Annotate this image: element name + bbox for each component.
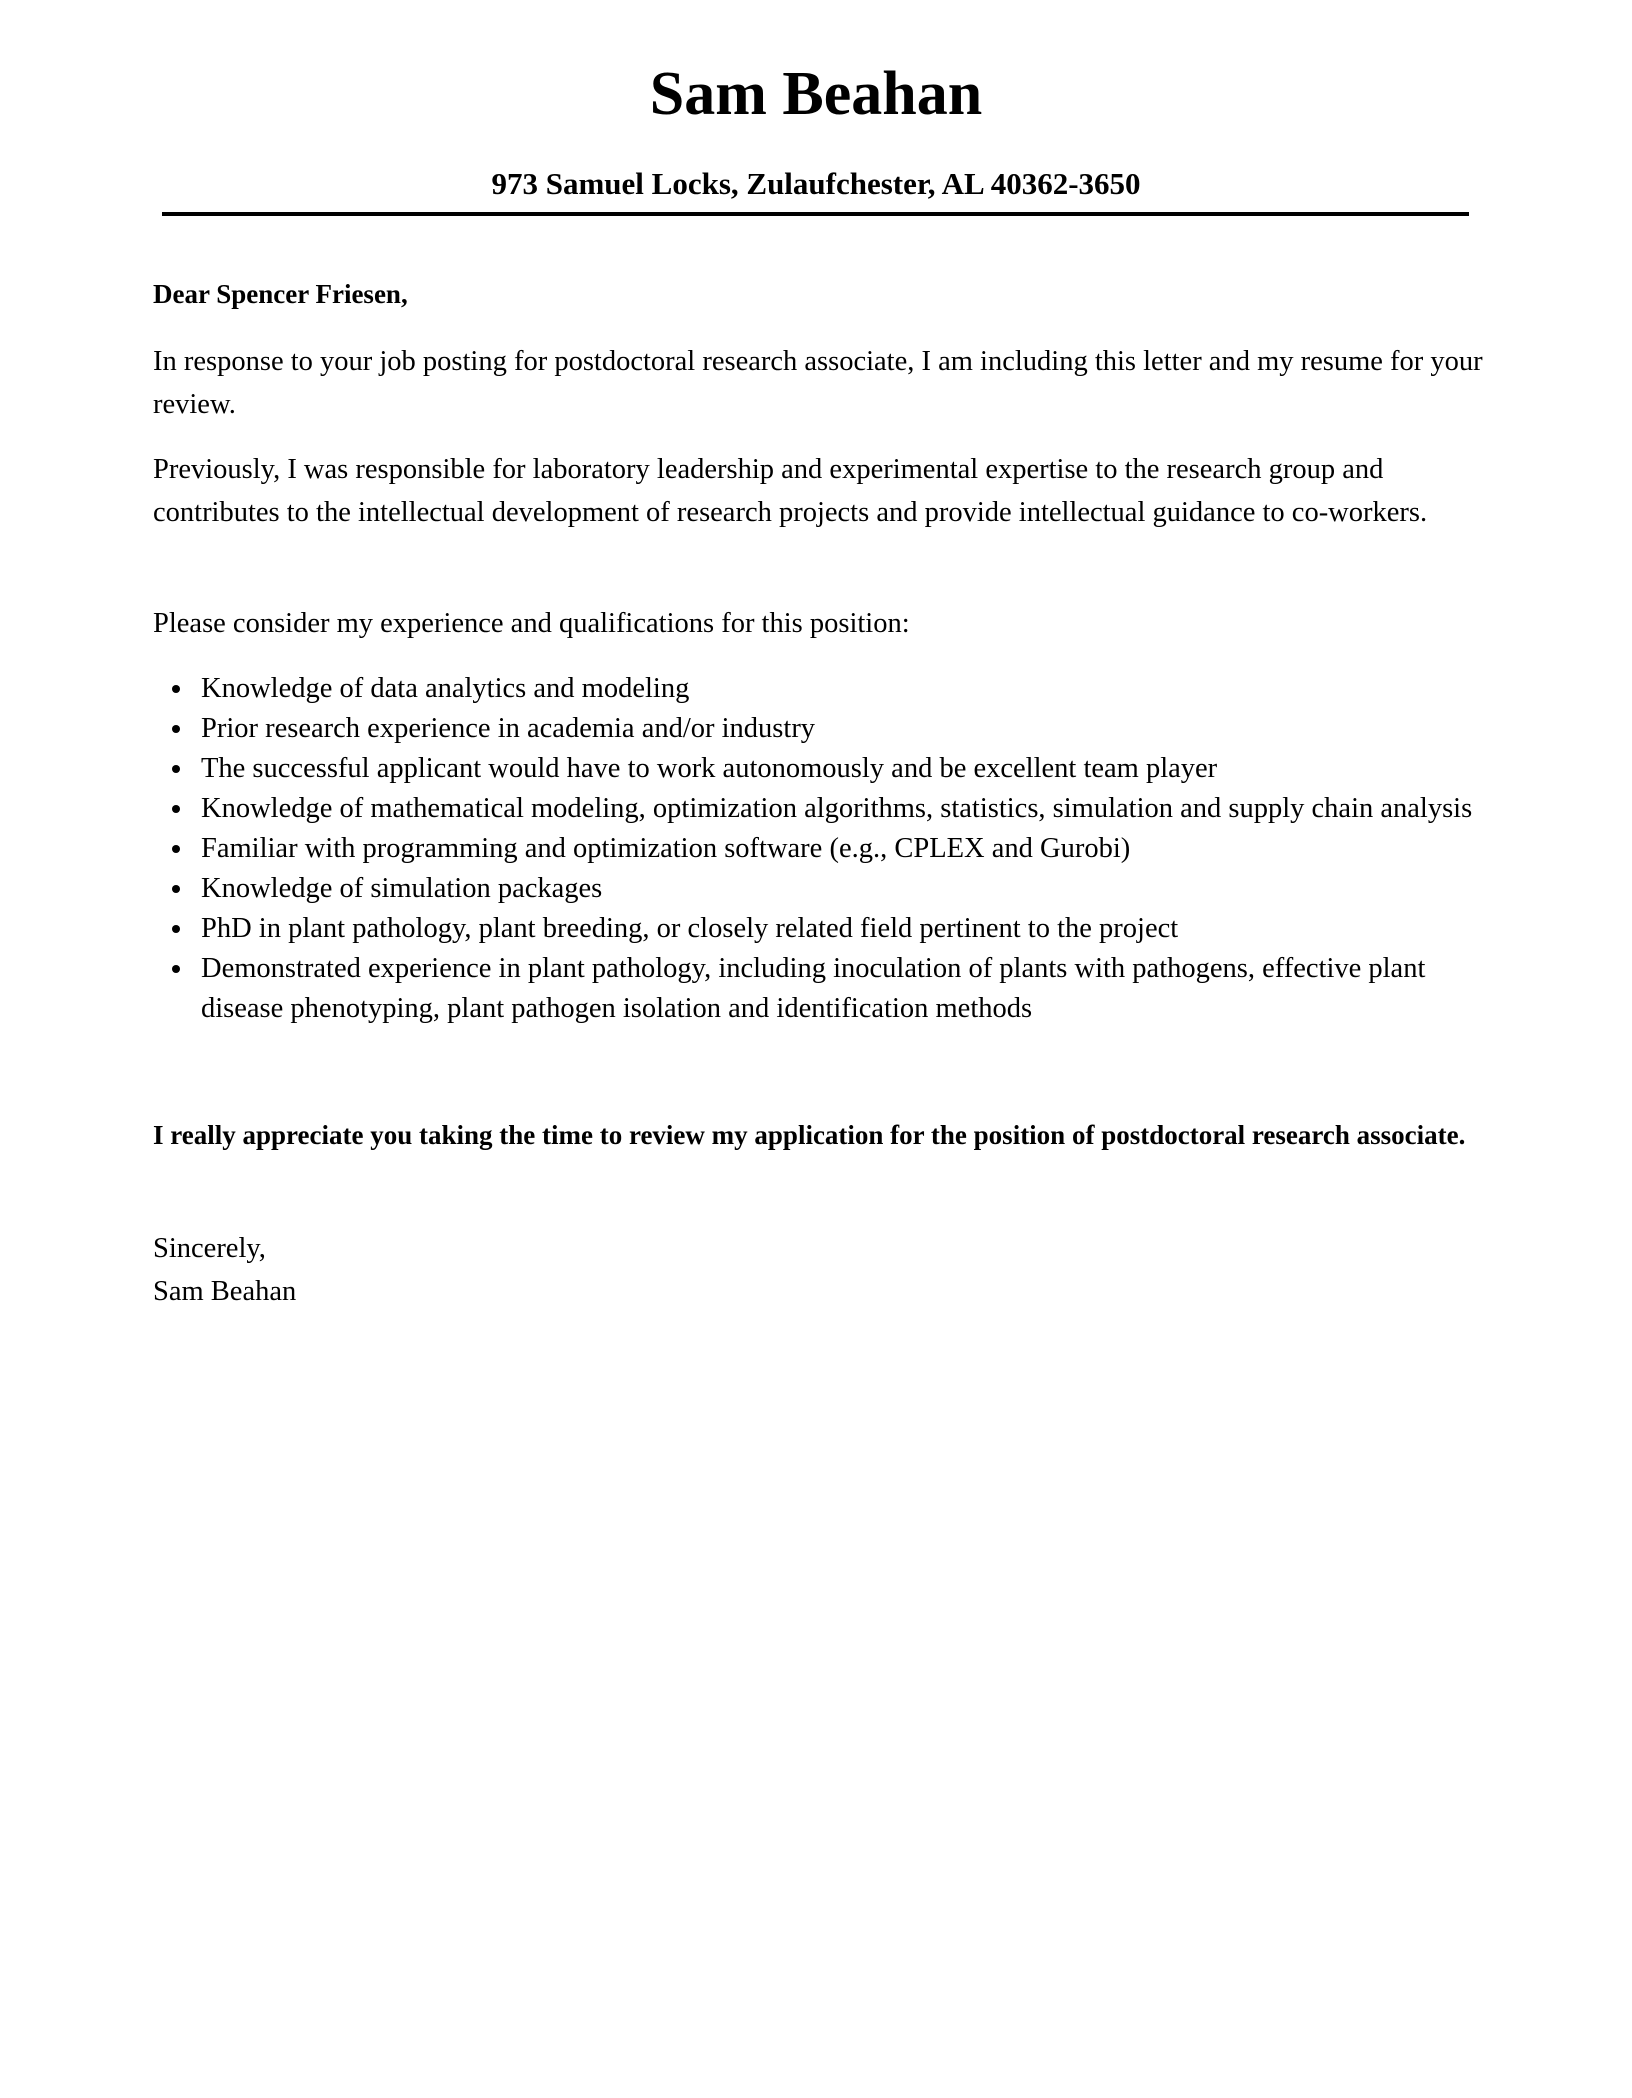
bullet-icon	[172, 965, 180, 973]
list-item: Knowledge of mathematical modeling, optimization algorithms, statistics, simulation and supply chain analysis	[153, 789, 1483, 829]
list-item: Prior research experience in academia and/or industry	[153, 709, 1483, 749]
applicant-name: Sam Beahan	[649, 60, 983, 128]
list-item: The successful applicant would have to work autonomously and be excellent team player	[153, 749, 1483, 789]
list-item: PhD in plant pathology, plant breeding, or closely related field pertinent to the project	[153, 909, 1483, 949]
header-divider	[162, 212, 1469, 216]
bullet-icon	[172, 765, 180, 773]
bullet-icon	[172, 685, 180, 693]
signoff-block	[153, 1227, 1483, 1313]
bullet-icon	[172, 885, 180, 893]
applicant-address: 973 Samuel Locks, Zulaufchester, AL 40362-3650	[491, 166, 1141, 201]
salutation: Dear Spencer Friesen,	[153, 279, 408, 309]
bullet-icon	[172, 725, 180, 733]
signature: Sam Beahan	[153, 1276, 297, 1307]
closing-statement: I really appreciate you taking the time to review my application for the position of postdoctoral research associate.	[153, 1120, 1466, 1150]
list-item: Demonstrated experience in plant pathology, including inoculation of plants with pathogens, effective plant disease phenotyping, plant pathogen isolation and identification methods	[153, 949, 1483, 1029]
qualifications-list	[153, 669, 1483, 1029]
list-item: Knowledge of data analytics and modeling	[153, 669, 1483, 709]
bullet-icon	[172, 845, 180, 853]
list-item: Knowledge of simulation packages	[153, 869, 1483, 909]
experience-paragraph: Previously, I was responsible for laboratory leadership and experimental expertise to the research group and contributes to the intellectual development of research projects and provide intellectual guidance to co-workers.	[153, 454, 1428, 528]
qualifications-intro: Please consider my experience and qualifications for this position:	[153, 608, 910, 639]
list-item: Familiar with programming and optimization software (e.g., CPLEX and Gurobi)	[153, 829, 1483, 869]
bullet-icon	[172, 925, 180, 933]
bullet-icon	[172, 805, 180, 813]
signoff: Sincerely,	[153, 1233, 266, 1264]
intro-paragraph: In response to your job posting for postdoctoral research associate, I am including this letter and my resume for your review.	[153, 346, 1483, 420]
